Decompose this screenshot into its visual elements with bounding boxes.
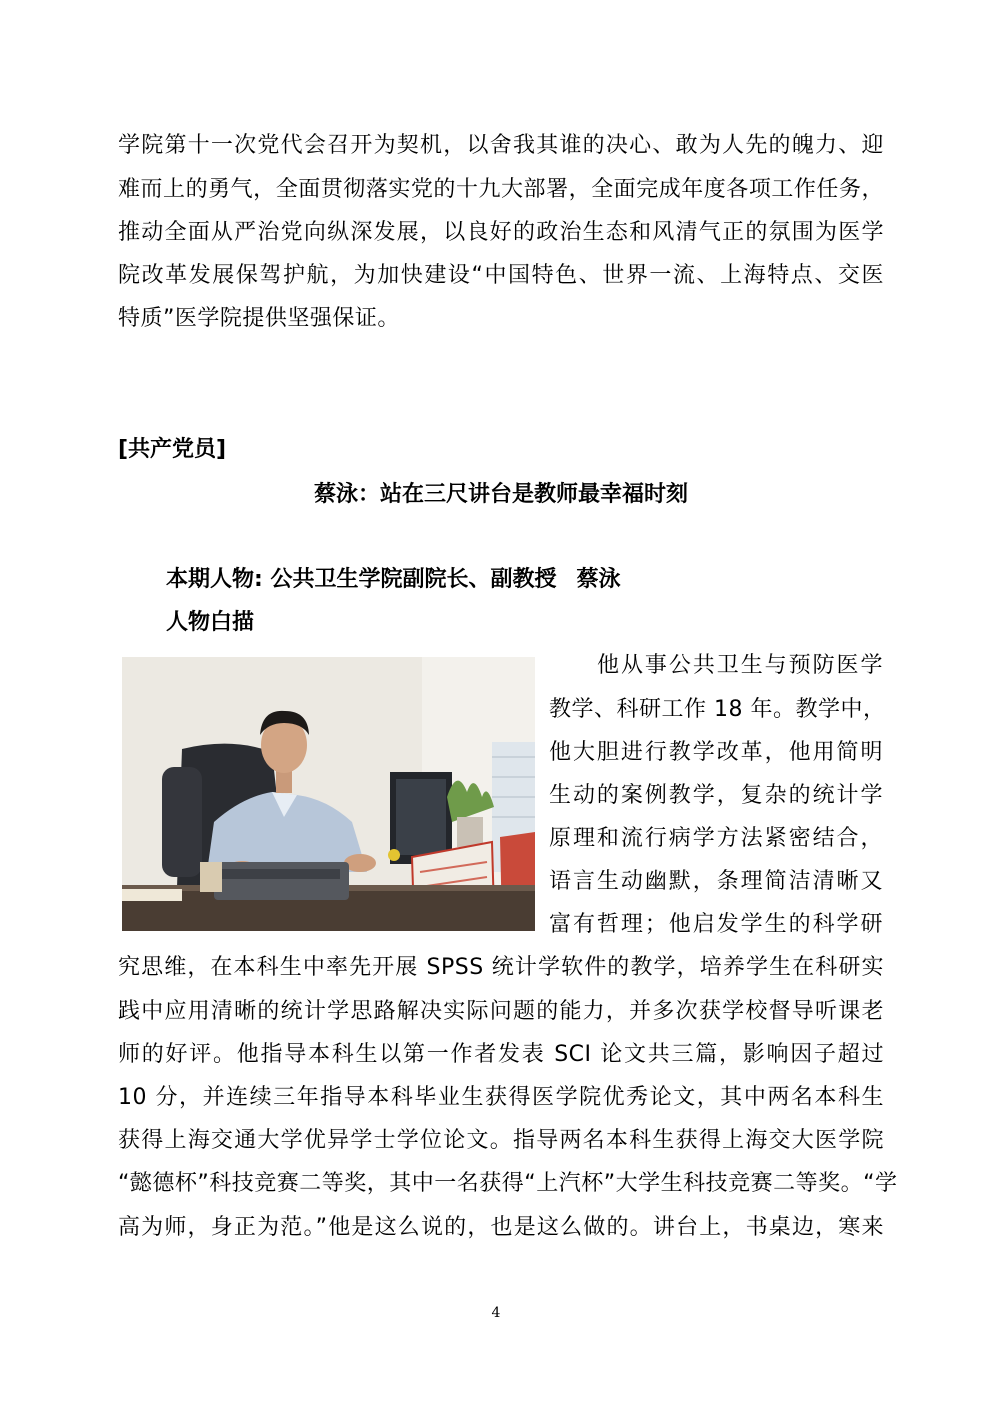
portrait-photo <box>122 657 535 931</box>
article-title: 蔡泳：站在三尺讲台是教师最幸福时刻 <box>313 482 688 507</box>
wrap-line: 生动的案例教学，复杂的统计学 <box>549 783 883 808</box>
body-line: 高为师，身正为范。”他是这么说的，也是这么做的。讲台上，书桌边，寒来 <box>118 1215 884 1240</box>
wrap-line: 他从事公共卫生与预防医学 <box>597 653 883 678</box>
wrap-line: 语言生动幽默，条理简洁清晰又 <box>549 869 883 894</box>
body-line: 10 分，并连续三年指导本科毕业生获得医学院优秀论文，其中两名本科生 <box>118 1085 884 1110</box>
body-line: “懿德杯”科技竞赛二等奖，其中一名获得“上汽杯”大学生科技竞赛二等奖。“学 <box>118 1171 898 1196</box>
body-line: 师的好评。他指导本科生以第一作者发表 SCI 论文共三篇，影响因子超过 <box>118 1042 884 1067</box>
intro-line: 院改革发展保驾护航，为加快建设“中国特色、世界一流、上海特点、交医 <box>118 263 884 288</box>
body-line: 践中应用清晰的统计学思路解决实际问题的能力，并多次获学校督导听课老 <box>118 999 884 1024</box>
intro-line: 推动全面从严治党向纵深发展，以良好的政治生态和风清气正的氛围为医学 <box>118 220 884 245</box>
page-number: 4 <box>491 1305 501 1321</box>
body-line: 获得上海交通大学优异学士学位论文。指导两名本科生获得上海交大医学院 <box>118 1128 884 1153</box>
wrap-line: 富有哲理；他启发学生的科学研 <box>549 912 883 937</box>
feature-name: 蔡泳 <box>576 567 621 592</box>
intro-line: 学院第十一次党代会召开为契机，以舍我其谁的决心、敢为人先的魄力、迎 <box>118 133 884 158</box>
intro-line: 特质”医学院提供坚强保证。 <box>118 306 400 331</box>
intro-line: 难而上的勇气，全面贯彻落实党的十九大部署，全面完成年度各项工作任务， <box>118 177 884 202</box>
section-label: [共产党员] <box>118 437 227 462</box>
wrap-line: 他大胆进行教学改革，他用简明 <box>549 740 883 765</box>
feature-person-line <box>166 565 620 595</box>
feature-label: 本期人物: 公共卫生学院副院长、副教授 <box>166 567 557 592</box>
subheading: 人物白描 <box>166 610 255 635</box>
body-line: 究思维，在本科生中率先开展 SPSS 统计学软件的教学，培养学生在科研实 <box>118 955 884 980</box>
wrap-line: 教学、科研工作 18 年。教学中， <box>549 697 886 722</box>
wrap-line: 原理和流行病学方法紧密结合， <box>549 826 883 851</box>
